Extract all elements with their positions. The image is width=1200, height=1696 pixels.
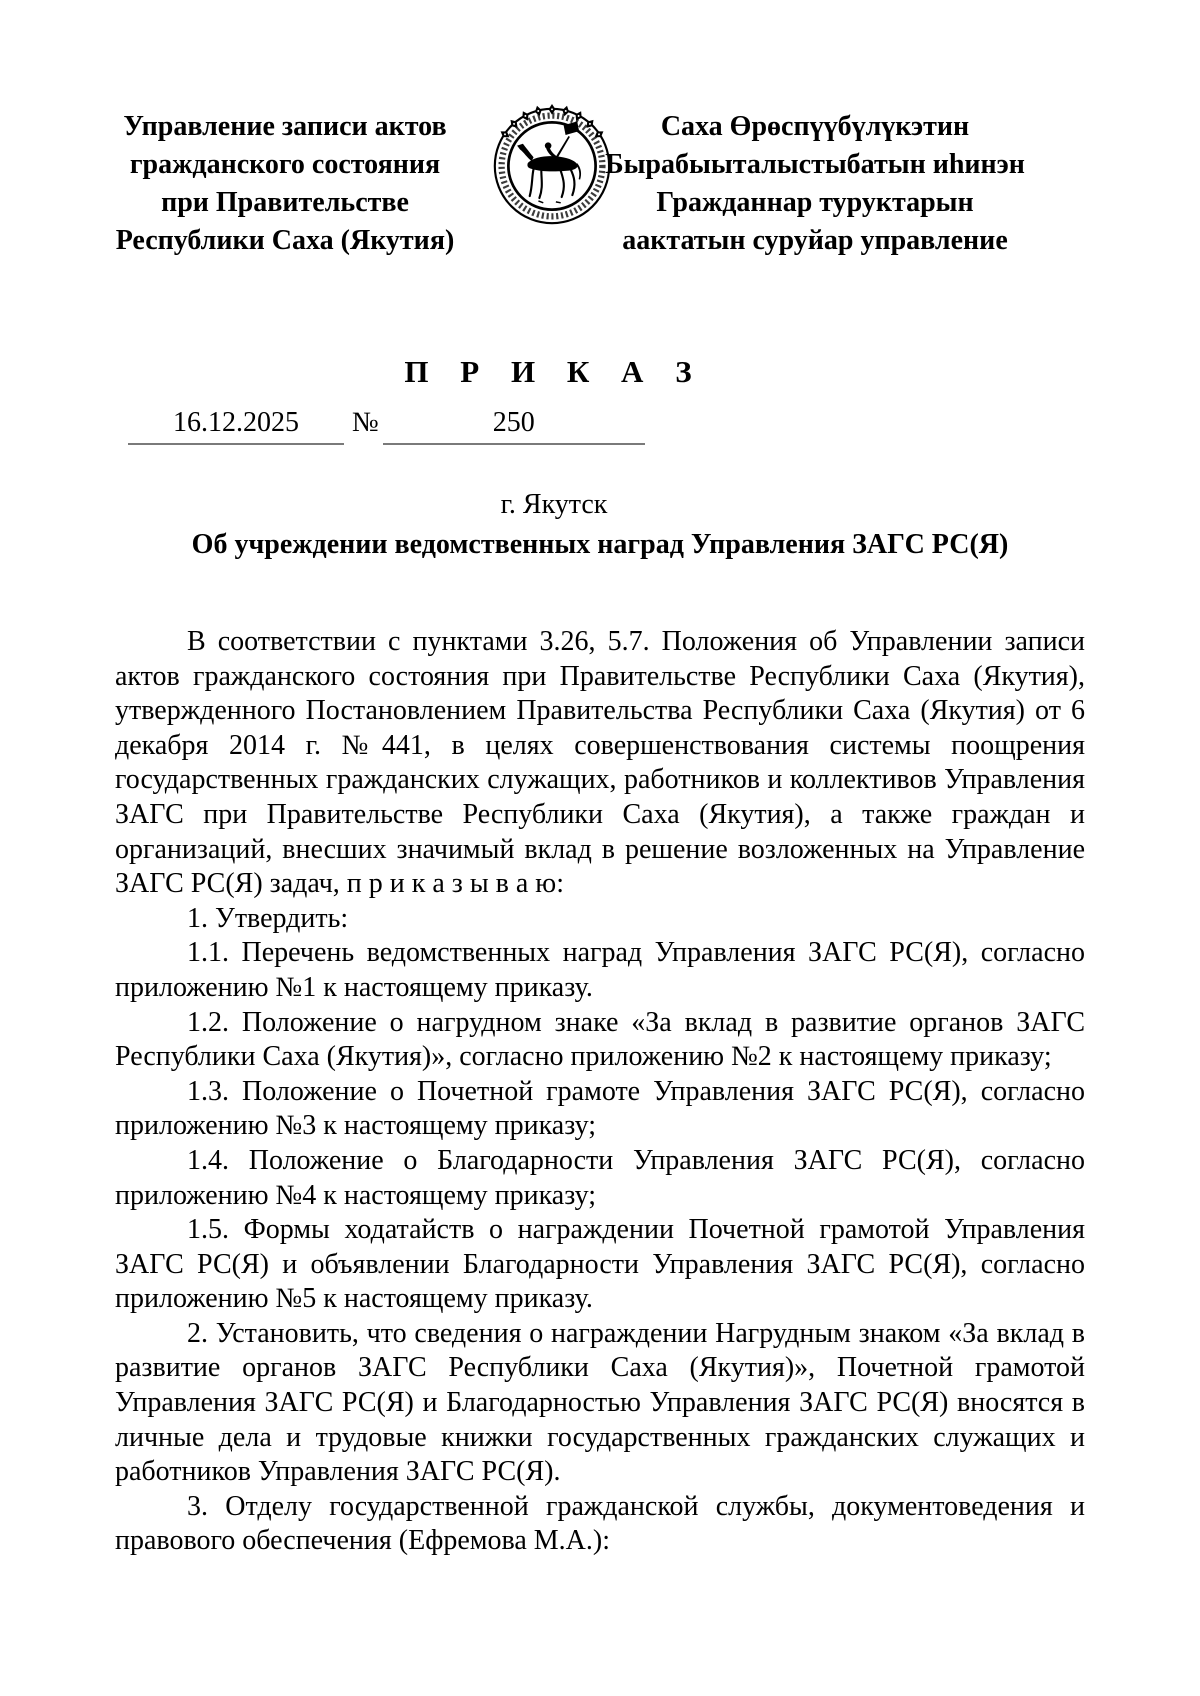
date-number-row xyxy=(115,406,1085,445)
horse-rider-seal-graphic xyxy=(489,102,615,230)
document-body xyxy=(115,625,1085,1559)
body-paragraph: 2. Установить, что сведения о награждении Нагрудным знаком «За вклад в развитие органов ЗАГС Республики Саха (Якутия)», Почетной грамотой Управления ЗАГС РС(Я) и Благодарностью Управления ЗАГС РС(Я) вносятся в личные дела и трудовые книжки государственных гражданских служащих и работников Управления ЗАГС РС(Я). xyxy=(115,1317,1085,1488)
org-name-sakha-line: аактатын суруйар управление xyxy=(622,225,1008,256)
body-paragraph: 1.5. Формы ходатайств о награждении Почетной грамотой Управления ЗАГС РС(Я) и объявлении Благодарности Управления ЗАГС РС(Я), согласно приложению №5 к настоящему приказу. xyxy=(115,1214,1085,1315)
org-name-russian-line: гражданского состояния xyxy=(129,149,441,180)
body-paragraph: 1. Утвердить: xyxy=(187,902,349,934)
body-paragraph: 1.3. Положение о Почетной грамоте Управления ЗАГС РС(Я), согласно приложению №3 к настоящему приказу; xyxy=(115,1075,1085,1142)
org-name-russian-line: при Правительстве xyxy=(161,187,409,218)
body-paragraph: 1.2. Положение о нагрудном знаке «За вклад в развитие органов ЗАГС Республики Саха (Якутия)», согласно приложению №2 к настоящему приказу; xyxy=(115,1006,1085,1073)
org-name-sakha-line: Бырабыыталыстыбатын иһинэн xyxy=(605,149,1025,180)
org-name-sakha xyxy=(603,108,1027,260)
body-paragraph: 1.4. Положение о Благодарности Управления ЗАГС РС(Я), согласно приложению №4 к настоящему приказу; xyxy=(115,1144,1085,1211)
number-sign: № xyxy=(352,407,379,438)
body-paragraph: В соответствии с пунктами 3.26, 5.7. Положения об Управлении записи актов гражданского состояния при Правительстве Республики Саха (Якутия), утвержденного Постановлением Правительства Республики Саха (Якутия) от 6 декабря 2014 г. №441, в целях совершенствования системы поощрения государственных гражданских служащих, работников и коллективов Управления ЗАГС при Правительстве Республики Саха (Якутия), а также граждан и организаций, внесших значимый вклад в решение возложенных на Управление ЗАГС РС(Я) задач, п р и к а з ы в а ю: xyxy=(115,626,1085,900)
order-date: 16.12.2025 xyxy=(128,406,344,445)
org-name-russian xyxy=(115,108,455,260)
org-name-russian-line: Управление записи актов xyxy=(123,111,447,142)
city-line: г. Якутск xyxy=(500,489,608,520)
document-header xyxy=(115,108,1085,260)
org-name-sakha-line: Саха Өрөспүүбүлүкэтин xyxy=(660,111,970,142)
order-number: 250 xyxy=(383,406,645,445)
body-paragraph: 3. Отделу государственной гражданской службы, документоведения и правового обеспечения (Ефремова М.А.): xyxy=(115,1490,1085,1557)
body-paragraph: 1.1. Перечень ведомственных наград Управления ЗАГС РС(Я), согласно приложению №1 к настоящему приказу. xyxy=(115,937,1085,1003)
subject-line: Об учреждении ведомственных наград Управления ЗАГС РС(Я) xyxy=(191,529,1009,560)
horse-rider-icon xyxy=(517,121,581,202)
org-name-russian-line: Республики Саха (Якутия) xyxy=(115,225,455,256)
sakha-seal-icon xyxy=(489,102,615,235)
org-name-sakha-line: Гражданнар туруктарын xyxy=(656,187,974,218)
doc-type-title: П Р И К А З xyxy=(404,354,704,389)
